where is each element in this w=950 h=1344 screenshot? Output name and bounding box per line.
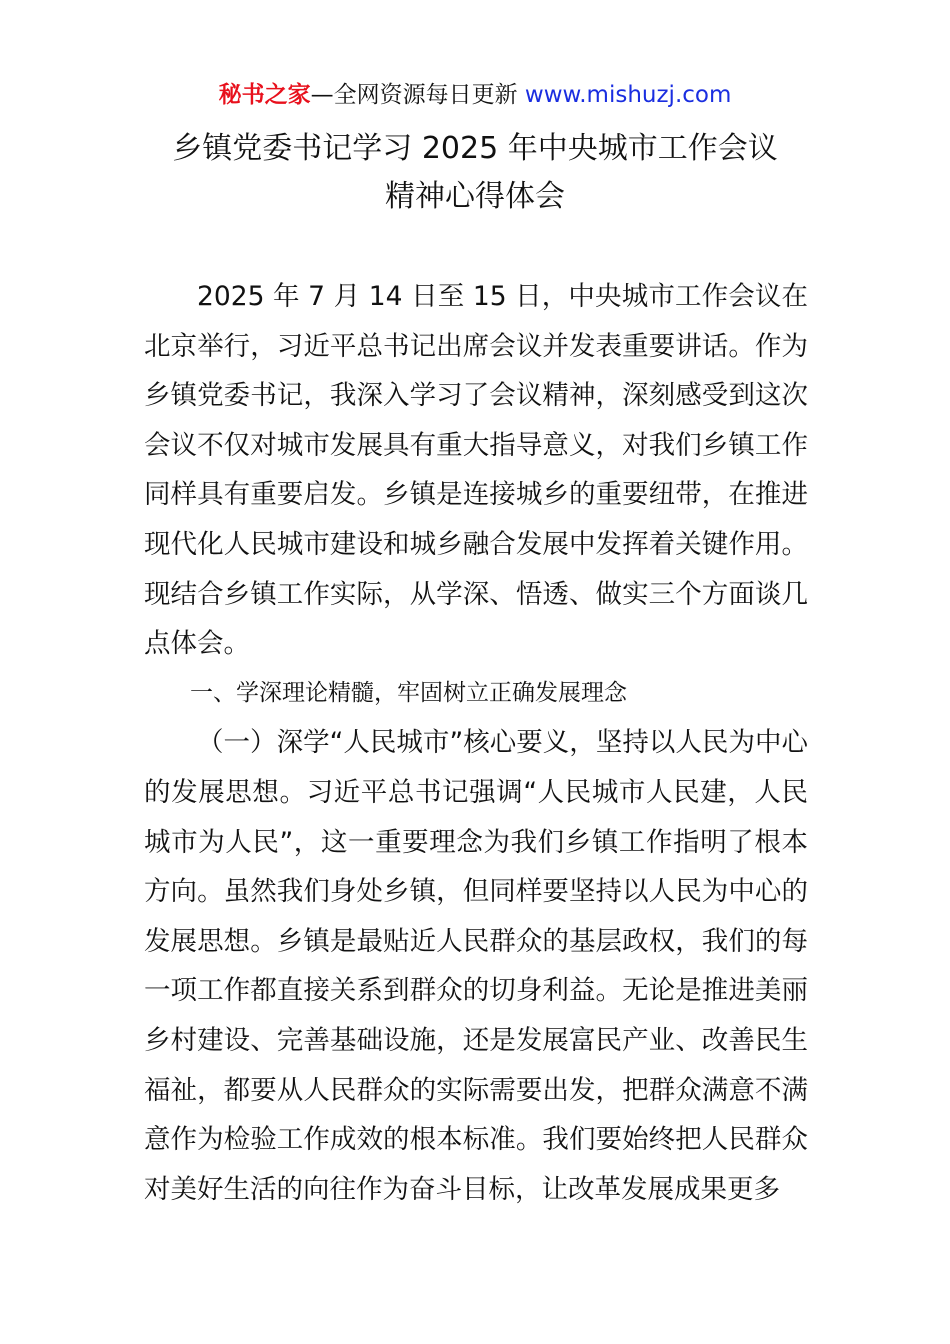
site-header: [0, 78, 950, 112]
section-heading: 一、学深理论精髓，牢固树立正确发展理念: [190, 679, 627, 706]
document-title-line-2: 精神心得体会: [385, 179, 565, 214]
site-url-link[interactable]: www.mishuzj.com: [524, 82, 732, 108]
document-title-line-1: 乡镇党委书记学习 2025 年中央城市工作会议: [172, 131, 778, 166]
brand-name: 秘书之家: [218, 82, 311, 108]
header-tagline: —全网资源每日更新: [310, 82, 518, 108]
document-body: [144, 272, 808, 1214]
intro-paragraph: 2025 年 7 月 14 日至 15 日，中央城市工作会议在北京举行，习近平总书记出席会议并发表重要讲话。作为乡镇党委书记，我深入学习了会议精神，深刻感受到这次会议不仅对城市发展具有重大指导意义，对我们乡镇工作同样具有重要启发。乡镇是连接城乡的重要纽带，在推进现代化人民城市建设和城乡融合发展中发挥着关键作用。现结合乡镇工作实际，从学深、悟透、做实三个方面谈几点体会。: [144, 281, 808, 660]
body-paragraph: （一）深学“人民城市”核心要义，坚持以人民为中心的发展思想。习近平总书记强调“人民城市人民建，人民城市为人民”，这一重要理念为我们乡镇工作指明了根本方向。虽然我们身处乡镇，但同样要坚持以人民为中心的发展思想。乡镇是最贴近人民群众的基层政权，我们的每一项工作都直接关系到群众的切身利益。无论是推进美丽乡村建设、完善基础设施，还是发展富民产业、改善民生福祉，都要从人民群众的实际需要出发，把群众满意不满意作为检验工作成效的根本标准。我们要始终把人民群众对美好生活的向往作为奋斗目标，让改革发展成果更多: [144, 727, 808, 1205]
